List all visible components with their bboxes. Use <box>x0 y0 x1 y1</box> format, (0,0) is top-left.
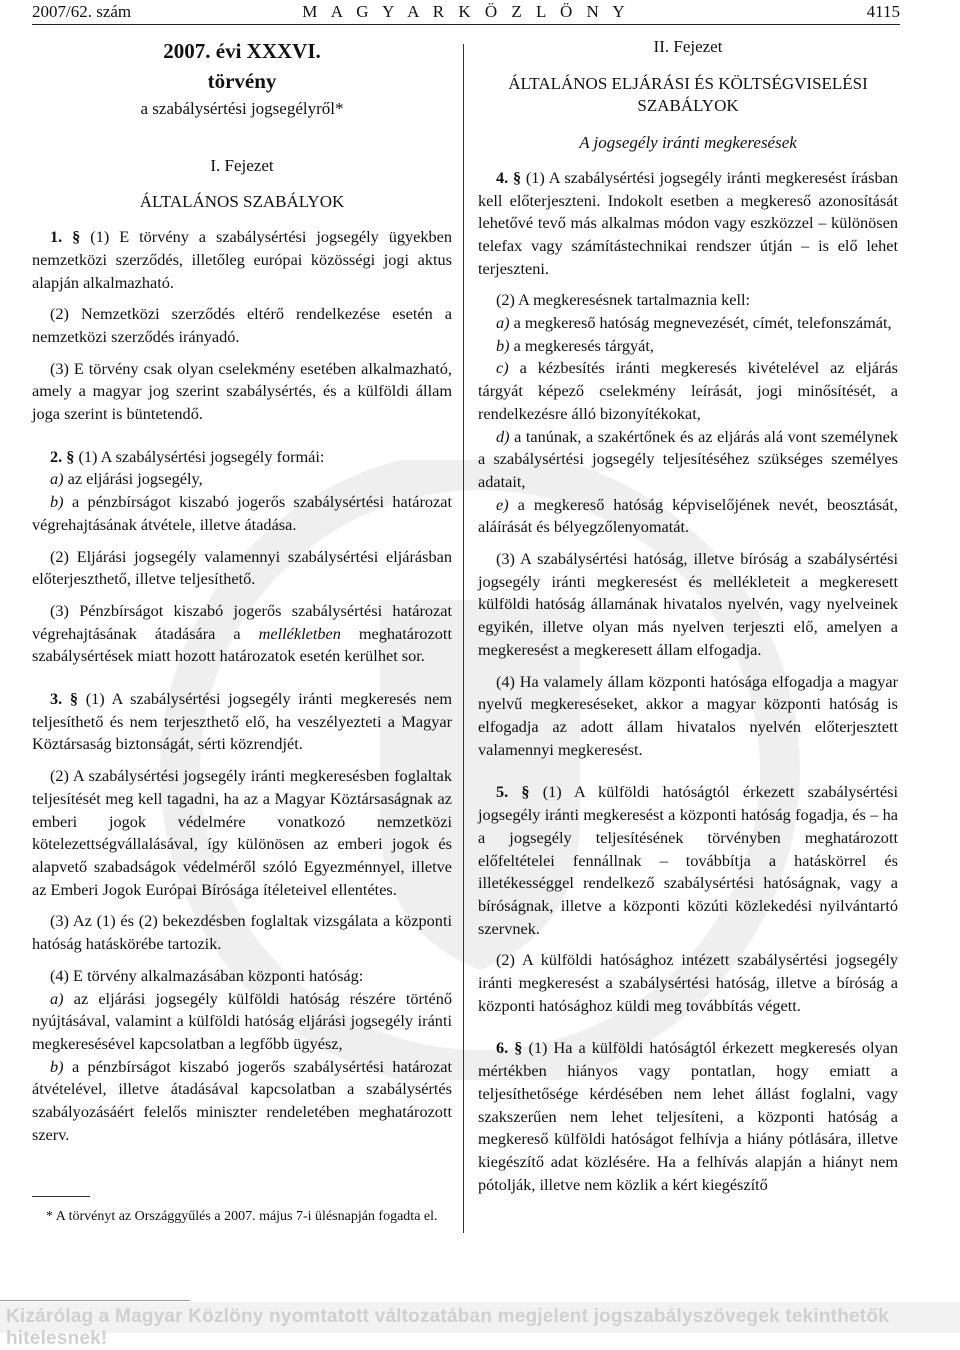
section-1-para-1: 1. § (1) E törvény a szabálysértési jogsegély ügyekben nemzetközi szerződés, illetőleg európai közösségi jogi aktus alapján alkalmazható. <box>32 227 453 292</box>
journal-name: M A G Y A R K Ö Z L Ö N Y <box>302 2 630 21</box>
section-1-para-3: (3) E törvény csak olyan cselekmény esetében alkalmazható, amely a magyar jog szerint szabálysértés, és a külföldi állam joga szerint is büntetendő. <box>32 358 452 424</box>
section-2-item-a: a) az eljárási jogsegély, <box>50 469 203 489</box>
chapter-2-title: ÁLTALÁNOS ELJÁRÁSI ÉS KÖLTSÉGVISELÉSI SZABÁLYOK <box>508 73 868 116</box>
left-column <box>32 36 452 1155</box>
section-4-item-c: c) a kézbesítés iránti megkeresés kivételével az eljárás tárgyát képező cselekmény leírását, jogi minősítését, a rendelkezésre álló bizonyítékokat, <box>478 358 898 423</box>
section-4-number: 4. § <box>496 167 522 187</box>
subheading: A jogsegély iránti megkeresések <box>579 133 797 153</box>
section-1-para-2: (2) Nemzetközi szerződés eltérő rendelkezése esetén a nemzetközi szerződés irányadó. <box>32 304 452 346</box>
section-2-number: 2. § <box>50 446 75 466</box>
section-4-item-e: e) a megkereső hatóság képviselőjének nevét, beosztását, aláírását és bélyegzőlenyomatát. <box>478 494 898 537</box>
section-3-para-4: (4) E törvény alkalmazásában központi hatóság: <box>50 965 364 985</box>
section-2-para-2: (2) Eljárási jogsegély valamennyi szabálysértési eljárásban előterjeszthető, illetve teljesíthető. <box>32 546 452 589</box>
section-4-item-d: d) a tanúnak, a szakértőnek és az eljárás alá vont személynek a szabálysértési jogsegély teljesítéséhez szükséges személyes adatait, <box>478 426 899 491</box>
section-5-para-2: (2) A külföldi hatósághoz intézett szabálysértési jogsegély iránti megkeresést a szabálysértési hatóság, illetve a bíróság a központi hatósághoz küldi meg továbbítás végett. <box>478 950 898 1015</box>
section-4-para-3: (3) A szabálysértési hatóság, illetve bíróság a szabálysértési jogsegély iránti megkeresést és mellékleteit a megkeresett külföldi hatóság államának hivatalos nyelvén, vagy nyelveinek egyikén, illetve olyan más nyelven terjeszti elő, amelyen a megkeresést a megkeresett állam elfogadja. <box>478 549 898 659</box>
section-3-item-a: a) az eljárási jogsegély külföldi hatóság részére történő nyújtásával, valamint a külföldi hatóság eljárási jogsegély iránti megkeresésével kapcsolatban a legfőbb ügyész, <box>32 988 452 1053</box>
section-1-number: 1. § <box>50 227 81 247</box>
section-4-item-b: b) a megkeresés tárgyát, <box>496 335 654 355</box>
section-3-item-b: b) a pénzbírságot kiszabó jogerős szabálysértési határozat átvételével, illetve átadásával kapcsolatban a szabálysértés szabályozásáért felelős miniszter rendeletében meghatározott szerv. <box>32 1056 453 1144</box>
law-subject: a szabálysértési jogsegélyről* <box>140 99 344 118</box>
section-3-para-1: 3. § (1) A szabálysértési jogsegély iránti megkeresés nem teljesíthető és nem terjeszthető elő, ha veszélyezteti a Magyar Köztársaság biztonságát, sérti közrendjét. <box>32 689 453 754</box>
section-2-para-3: (3) Pénzbírságot kiszabó jogerős szabálysértési határozat végrehajtásának átadására a mellékletben meghatározott szabálysértések miatt hozott határozatok esetén kerülhet sor. <box>32 600 452 666</box>
section-5-number: 5. § <box>496 782 530 802</box>
chapter-2-heading: II. Fejezet <box>653 37 723 56</box>
section-6-para-1: 6. § (1) Ha a külföldi hatóságtól érkezett megkeresés olyan mértékben hiányos vagy pontatlan, hogy emiatt a teljesíthetősége kérdésében nem lehet állást foglalni, vagy szakszerűen nem lehet teljesíteni, a központi hatóság a megkereső külföldi hatóságot felhívja a hiány pótlására, illetve kiegészítő adat közlésére. Ha a felhívás alapján a hiányt nem pótolják, illetve nem közlik a kért kiegészítő <box>478 1038 899 1194</box>
authenticity-notice: Kizárólag a Magyar Közlöny nyomtatott változatában megjelent jogszabályszövegek tekinthetők hitelesnek! <box>6 1306 889 1349</box>
law-word: törvény <box>207 69 277 93</box>
section-6-number: 6. § <box>496 1038 523 1058</box>
page-header <box>32 0 900 22</box>
section-4-para-4: (4) Ha valamely állam központi hatósága elfogadja a magyar nyelvű megkereséseket, akkor a magyar központi hatóság is elfogadja az adott állam hivatalos nyelvén előterjesztett valamennyi megkeresést. <box>478 671 898 759</box>
header-rule <box>32 24 900 25</box>
right-column <box>478 36 898 1205</box>
section-4-item-a: a) a megkereső hatóság megnevezését, címét, telefonszámát, <box>496 313 892 333</box>
section-3-para-2: (2) A szabálysértési jogsegély iránti megkeresésben foglaltak teljesítését meg kell tagadni, ha az a Magyar Köztársaságnak az emberi jogok védelmére vonatkozó nemzetközi kötelezettségvállalásával, így különösen az emberi jogok és alapvető szabadságok védelméről szóló Egyezménnyel, illetve az Emberi Jogok Európai Bírósága ítéleteivel ellentétes. <box>32 766 452 899</box>
footnote: * A törvényt az Országgyűlés a 2007. május 7-i ülésnapján fogadta el. <box>46 1209 438 1224</box>
section-2-item-b: b) a pénzbírságot kiszabó jogerős szabálysértési határozat végrehajtásának átvétele, illetve átadása. <box>32 492 453 534</box>
law-number: 2007. évi XXXVI. <box>163 39 321 63</box>
page-number: 4115 <box>866 2 900 21</box>
section-2-para-1: 2. § (1) A szabálysértési jogsegély formái: <box>50 446 325 466</box>
section-4-para-1: 4. § (1) A szabálysértési jogsegély iránti megkeresést írásban kell előterjeszteni. Indokolt esetben a megkereső azonosítását lehetővé tevő más alkalmas módon vagy eszközzel – különösen telefax vagy számítástechnikai rendszer útján – is elő lehet terjeszteni. <box>478 167 898 278</box>
section-5-para-1: 5. § (1) A külföldi hatóságtól érkezett szabálysértési jogsegély iránti megkeresést a központi hatóság fogadja, és – ha a jogsegély teljesítésének törvényben meghatározott előfeltételei fennállnak – továbbítja a hatáskörrel és illetékességgel rendelkező szabálysértési hatóságnak, vagy a bíróságnak, illetve a központi közúti közlekedési nyilvántartó szervnek. <box>478 782 899 938</box>
authenticity-banner <box>0 1302 960 1349</box>
issue-number: 2007/62. szám <box>32 2 132 21</box>
bottom-rule <box>0 1300 190 1301</box>
section-3-number: 3. § <box>50 689 79 709</box>
section-3-para-3: (3) Az (1) és (2) bekezdésben foglaltak vizsgálata a központi hatóság hatáskörébe tartozik. <box>32 911 452 954</box>
section-4-para-2: (2) A megkeresésnek tartalmaznia kell: <box>496 290 751 310</box>
chapter-1-heading: I. Fejezet <box>210 155 274 175</box>
chapter-1-title: ÁLTALÁNOS SZABÁLYOK <box>139 192 345 212</box>
footnote-rule <box>32 1196 90 1197</box>
column-divider <box>463 44 464 1233</box>
